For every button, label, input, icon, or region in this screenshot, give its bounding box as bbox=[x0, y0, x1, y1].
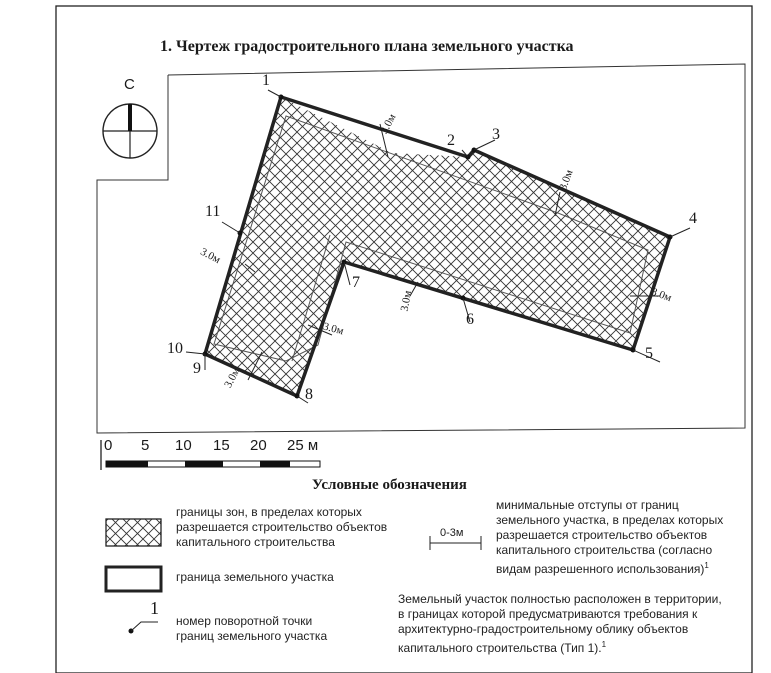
point-label-10: 10 bbox=[167, 340, 183, 357]
compass-label: С bbox=[124, 76, 135, 93]
point-label-6: 6 bbox=[466, 311, 474, 328]
scale-tick: 5 bbox=[141, 437, 150, 454]
legend-point-symbol bbox=[129, 622, 159, 634]
legend-title: Условные обозначения bbox=[312, 477, 467, 493]
scale-tick: 0 bbox=[104, 437, 113, 454]
setback-label: 3.0м bbox=[321, 320, 345, 338]
legend-note: Земельный участок полностью расположен в территории, в границах которой предусматриваются требования к архитектурно-градостроительному облику объектов капитального строительства (Тип 1).$^1$ bbox=[398, 592, 722, 655]
point-label-4: 4 bbox=[689, 210, 697, 227]
setback-label: 3.0м bbox=[398, 289, 415, 313]
buildable-zone bbox=[205, 97, 670, 396]
point-label-1: 1 bbox=[262, 72, 270, 89]
setback-label: 3.0м bbox=[557, 168, 576, 192]
north-compass bbox=[103, 104, 157, 158]
point-label-2: 2 bbox=[447, 132, 455, 149]
legend-boundary-text: граница земельного участка bbox=[176, 570, 334, 584]
scale-tick: 25 м bbox=[287, 437, 319, 454]
point-label-5: 5 bbox=[645, 345, 653, 362]
legend-boundary-swatch bbox=[106, 567, 161, 591]
legend-zone-text: границы зон, в пределах которых разрешается строительство объектов капитального строительства bbox=[176, 505, 388, 549]
point-label-11: 11 bbox=[205, 203, 221, 220]
legend-setback-sample: 0-3м bbox=[440, 527, 464, 539]
point-label-7: 7 bbox=[352, 274, 360, 291]
legend-point-sample: 1 bbox=[150, 598, 159, 618]
point-label-3: 3 bbox=[492, 126, 500, 143]
scale-tick: 15 bbox=[213, 437, 230, 454]
legend-point-text: номер поворотной точки границ земельного участка bbox=[176, 614, 328, 643]
page-title: 1. Чертеж градостроительного плана земельного участка bbox=[160, 38, 574, 55]
point-label-8: 8 bbox=[305, 386, 313, 403]
setback-label: 3.0м bbox=[198, 245, 223, 267]
setback-label: 3.0м bbox=[222, 366, 243, 390]
setback-label: 3.0м bbox=[649, 285, 674, 305]
scale-tick: 10 bbox=[175, 437, 192, 454]
legend-setback-text: минимальные отступы от границ земельного участка, в пределах которых разрешается строительство объектов капитального строительства (согласно видам разрешенного использования)$^1$ bbox=[496, 498, 724, 576]
setback-label: 3.0м bbox=[378, 112, 399, 136]
scale-tick: 20 bbox=[250, 437, 267, 454]
legend-zone-swatch bbox=[106, 519, 161, 546]
point-label-9: 9 bbox=[193, 360, 201, 377]
